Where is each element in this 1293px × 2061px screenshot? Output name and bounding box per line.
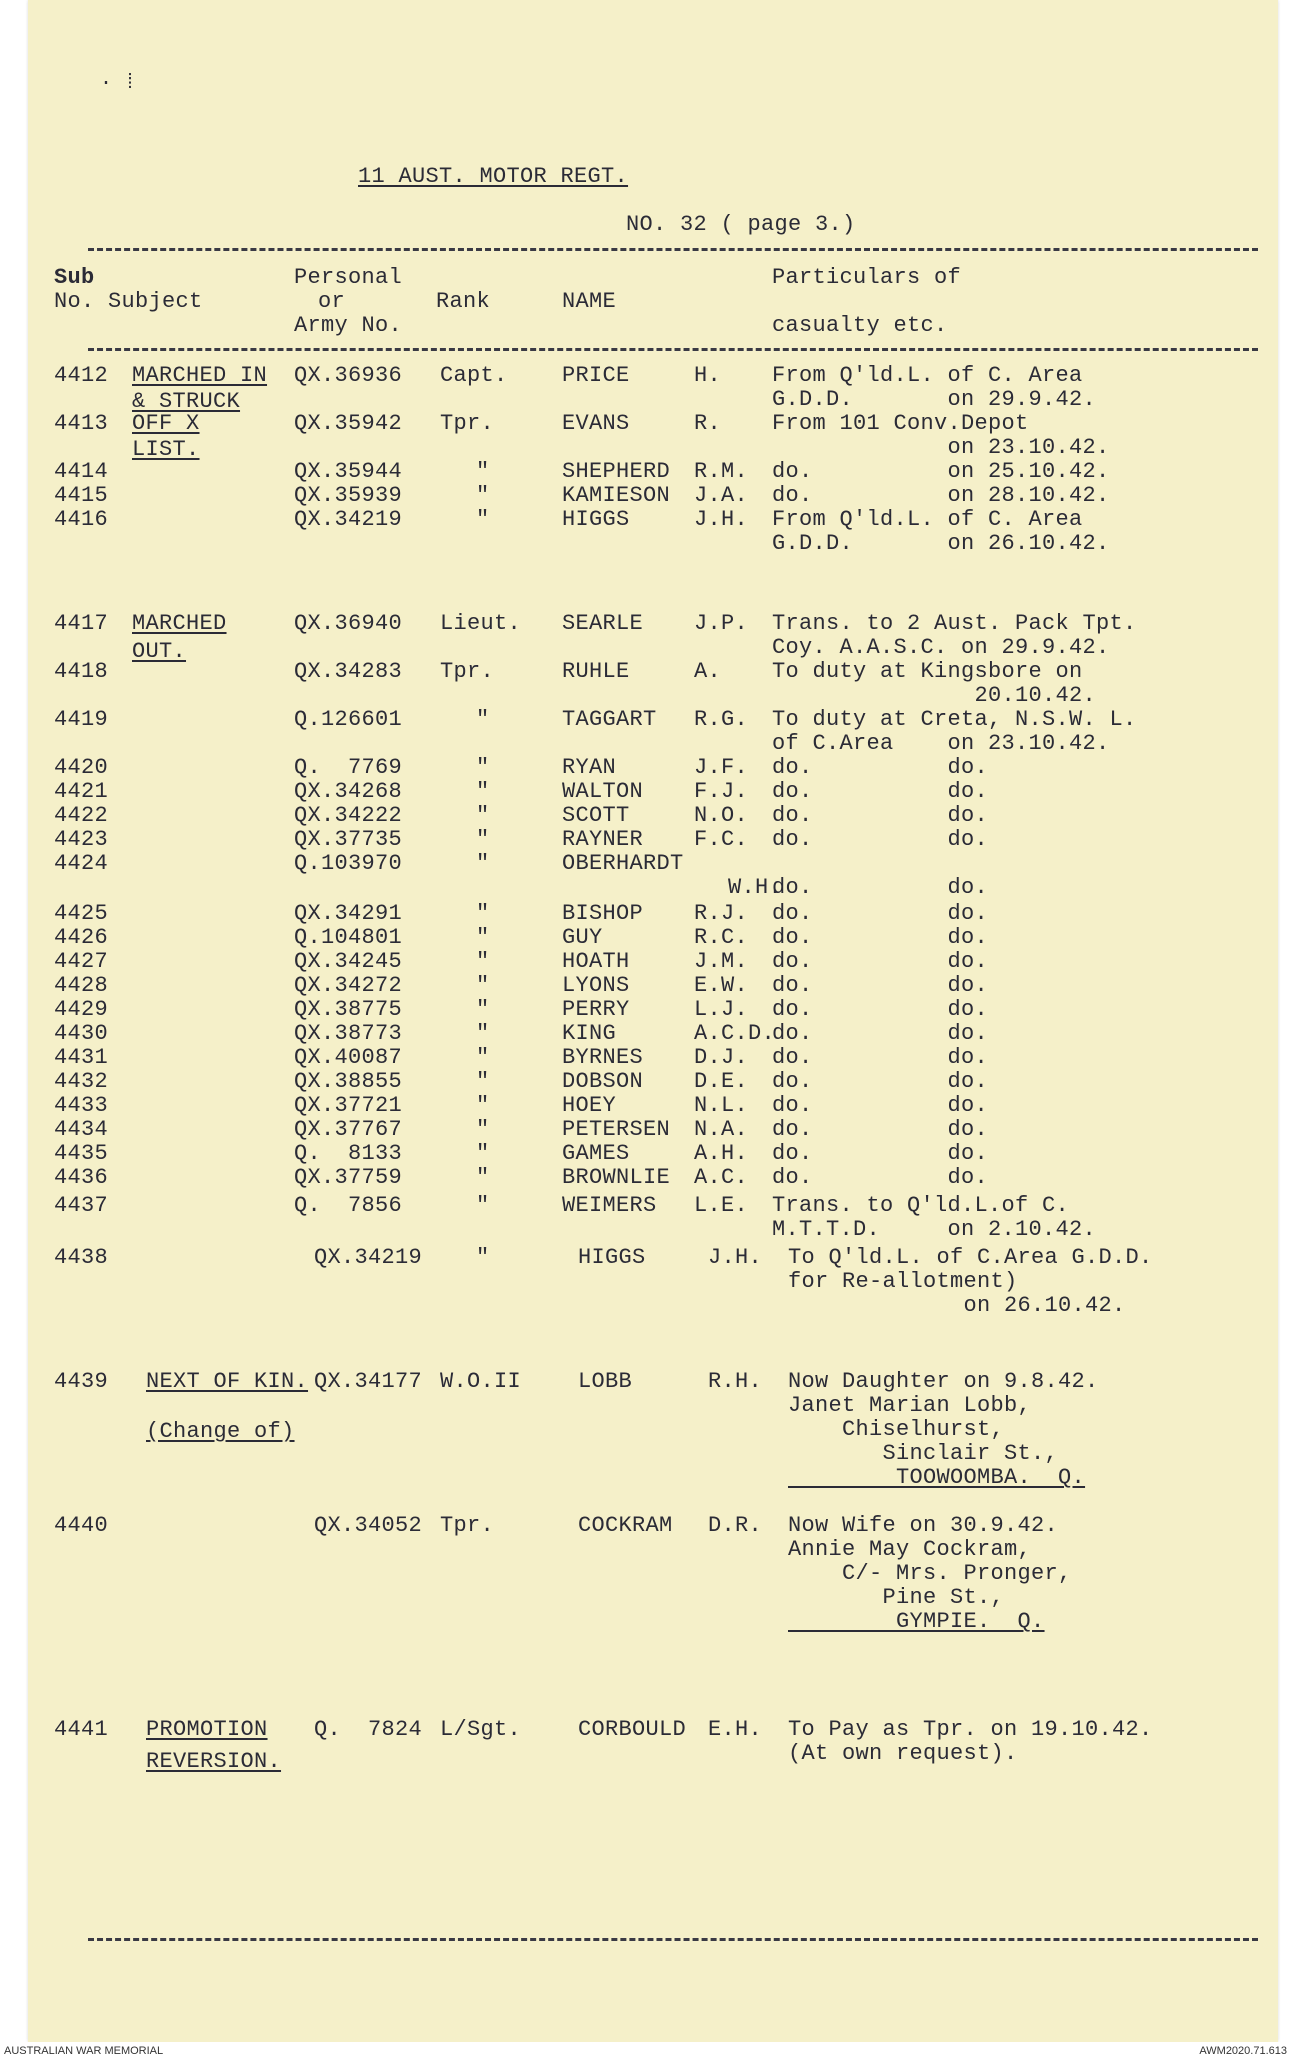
entry-initials: J.H.	[694, 507, 749, 532]
entry-number: 4418	[54, 659, 109, 684]
entry-army-number: QX.36936	[294, 363, 403, 388]
entry-rank: "	[476, 851, 490, 876]
entry-particulars-line: do. do.	[772, 803, 989, 828]
entry-initials: E.W.	[694, 973, 749, 998]
entry-number: 4413	[54, 411, 109, 436]
entry-army-number: Q. 7824	[314, 1717, 423, 1742]
entry-particulars-line: Annie May Cockram,	[788, 1537, 1032, 1562]
entry-rank: "	[476, 1141, 490, 1166]
entry-number: 4438	[54, 1245, 109, 1270]
entry-initials: D.R.	[708, 1513, 763, 1538]
entry-particulars-line: do. do.	[772, 997, 989, 1022]
entry-name: HOATH	[562, 949, 630, 974]
entry-particulars-line: M.T.T.D. on 2.10.42.	[772, 1217, 1097, 1242]
entry-number: 4437	[54, 1193, 109, 1218]
entry-particulars-line: From 101 Conv.Depot	[772, 411, 1029, 436]
entry-name: COCKRAM	[578, 1513, 673, 1538]
entry-initials: L.J.	[694, 997, 749, 1022]
entry-army-number: QX.35942	[294, 411, 403, 436]
entry-number: 4412	[54, 363, 109, 388]
entry-particulars-line: GYMPIE. Q.	[788, 1609, 1045, 1634]
entry-initials: A.	[694, 659, 722, 684]
entry-rank: "	[476, 997, 490, 1022]
entry-initials: H.	[694, 363, 722, 388]
entry-subject: MARCHED	[132, 611, 227, 636]
entry-initials: R.	[694, 411, 722, 436]
entry-army-number: QX.38775	[294, 997, 403, 1022]
entry-rank: "	[476, 1245, 490, 1270]
entry-army-number: QX.37767	[294, 1117, 403, 1142]
entry-subject: NEXT OF KIN.	[146, 1369, 309, 1394]
entry-name: GUY	[562, 925, 603, 950]
entry-army-number: Q.103970	[294, 851, 403, 876]
col-no-subject: No. Subject	[54, 289, 203, 314]
entry-number: 4417	[54, 611, 109, 636]
entry-rank: Capt.	[440, 363, 508, 388]
entry-name: BISHOP	[562, 901, 644, 926]
entry-name: RAYNER	[562, 827, 644, 852]
order-number: NO. 32 ( page 3.)	[626, 212, 856, 237]
entry-army-number: QX.34219	[294, 507, 403, 532]
entry-particulars-line: From Q'ld.L. of C. Area	[772, 363, 1083, 388]
entry-army-number: QX.34052	[314, 1513, 423, 1538]
entry-particulars-line: do. do.	[772, 827, 989, 852]
entry-number: 4415	[54, 483, 109, 508]
archive-name: AUSTRALIAN WAR MEMORIAL	[4, 2045, 164, 2057]
entry-initials: J.M.	[694, 949, 749, 974]
entry-initials: D.E.	[694, 1069, 749, 1094]
entry-particulars-line: To Q'ld.L. of C.Area G.D.D.	[788, 1245, 1153, 1270]
entry-initials: W.H.	[728, 875, 783, 900]
entry-rank: "	[476, 1117, 490, 1142]
entry-number: 4432	[54, 1069, 109, 1094]
entry-particulars-line: do. on 25.10.42.	[772, 459, 1110, 484]
subject-cont-off-x: LIST.	[132, 437, 200, 462]
entry-particulars-line: G.D.D. on 26.10.42.	[772, 531, 1110, 556]
entry-army-number: Q. 7856	[294, 1193, 403, 1218]
entry-particulars-line: Now Daughter on 9.8.42.	[788, 1369, 1099, 1394]
entry-particulars-line: do. do.	[772, 1069, 989, 1094]
col-army-no: Army No.	[294, 313, 403, 338]
entry-name: EVANS	[562, 411, 630, 436]
entry-name: GAMES	[562, 1141, 630, 1166]
entry-number: 4422	[54, 803, 109, 828]
entry-army-number: QX.37735	[294, 827, 403, 852]
entry-rank: "	[476, 1069, 490, 1094]
entry-particulars-line: Sinclair St.,	[788, 1441, 1059, 1466]
entry-name: CORBOULD	[578, 1717, 687, 1742]
entry-number: 4426	[54, 925, 109, 950]
entry-particulars-line: do. on 28.10.42.	[772, 483, 1110, 508]
entry-initials: A.H.	[694, 1141, 749, 1166]
entry-rank: "	[476, 1045, 490, 1070]
entry-army-number: Q. 7769	[294, 755, 403, 780]
entry-rank: "	[476, 507, 490, 532]
entry-subject: OFF X	[132, 411, 200, 436]
entry-name: LOBB	[578, 1369, 633, 1394]
entry-number: 4421	[54, 779, 109, 804]
entry-name: KING	[562, 1021, 617, 1046]
entry-army-number: QX.34222	[294, 803, 403, 828]
entry-army-number: Q. 8133	[294, 1141, 403, 1166]
entry-number: 4424	[54, 851, 109, 876]
entry-name: WALTON	[562, 779, 644, 804]
entry-rank: "	[476, 1165, 490, 1190]
entry-initials: R.M.	[694, 459, 749, 484]
entry-army-number: QX.34268	[294, 779, 403, 804]
entry-army-number: QX.38855	[294, 1069, 403, 1094]
entry-rank: "	[476, 459, 490, 484]
entry-subject: MARCHED IN	[132, 363, 268, 388]
entry-particulars-line: do. do.	[772, 779, 989, 804]
entry-army-number: QX.34219	[314, 1245, 423, 1270]
entry-name: HIGGS	[562, 507, 630, 532]
entry-particulars-line: G.D.D. on 29.9.42.	[772, 387, 1097, 412]
entry-army-number: QX.34177	[314, 1369, 423, 1394]
entry-army-number: QX.36940	[294, 611, 403, 636]
col-particulars: Particulars of	[772, 265, 962, 290]
entry-particulars-line: do. do.	[772, 755, 989, 780]
entry-name: KAMIESON	[562, 483, 671, 508]
entry-army-number: QX.34272	[294, 973, 403, 998]
entry-initials: R.J.	[694, 901, 749, 926]
entry-particulars-line: Chiselhurst,	[788, 1417, 1005, 1442]
entry-particulars-line: To duty at Creta, N.S.W. L.	[772, 707, 1137, 732]
entry-number: 4434	[54, 1117, 109, 1142]
entry-army-number: QX.34283	[294, 659, 403, 684]
col-name: NAME	[562, 289, 617, 314]
entry-army-number: QX.40087	[294, 1045, 403, 1070]
entry-particulars-line: Janet Marian Lobb,	[788, 1393, 1032, 1418]
entry-rank: "	[476, 901, 490, 926]
entry-name: HOEY	[562, 1093, 617, 1118]
entry-army-number: Q.126601	[294, 707, 403, 732]
entry-number: 4433	[54, 1093, 109, 1118]
entry-army-number: QX.37759	[294, 1165, 403, 1190]
header-rule-bottom	[88, 348, 1258, 351]
entry-subject: PROMOTION	[146, 1717, 268, 1742]
entry-number: 4441	[54, 1717, 109, 1742]
entry-army-number: QX.38773	[294, 1021, 403, 1046]
entry-name: LYONS	[562, 973, 630, 998]
entry-name: SCOTT	[562, 803, 630, 828]
col-personal: Personal	[294, 265, 403, 290]
entry-number: 4423	[54, 827, 109, 852]
entry-rank: "	[476, 1021, 490, 1046]
entry-rank: Tpr.	[440, 411, 495, 436]
entry-name: PRICE	[562, 363, 630, 388]
subject-cont-kin: (Change of)	[146, 1419, 295, 1444]
entry-particulars-line: C/- Mrs. Pronger,	[788, 1561, 1072, 1586]
entry-particulars-line: do. do.	[772, 973, 989, 998]
entry-rank: "	[476, 483, 490, 508]
entry-initials: N.L.	[694, 1093, 749, 1118]
col-casualty: casualty etc.	[772, 313, 948, 338]
entry-particulars-line: To Pay as Tpr. on 19.10.42.	[788, 1717, 1153, 1742]
entry-rank: "	[476, 925, 490, 950]
entry-rank: "	[476, 803, 490, 828]
entry-number: 4420	[54, 755, 109, 780]
entry-number: 4440	[54, 1513, 109, 1538]
entry-number: 4435	[54, 1141, 109, 1166]
entry-number: 4439	[54, 1369, 109, 1394]
entry-initials: N.A.	[694, 1117, 749, 1142]
entry-particulars-line: of C.Area on 23.10.42.	[772, 731, 1110, 756]
entry-particulars-line: do. do.	[772, 1141, 989, 1166]
entry-rank: "	[476, 973, 490, 998]
entry-name: WEIMERS	[562, 1193, 657, 1218]
entry-particulars-line: on 23.10.42.	[772, 435, 1110, 460]
entry-initials: R.H.	[708, 1369, 763, 1394]
entry-initials: J.A.	[694, 483, 749, 508]
entry-particulars-line: do. do.	[772, 1165, 989, 1190]
entry-particulars-line: TOOWOOMBA. Q.	[788, 1465, 1086, 1490]
entry-number: 4428	[54, 973, 109, 998]
entry-name: OBERHARDT	[562, 851, 684, 876]
entry-name: TAGGART	[562, 707, 657, 732]
entry-particulars-line: do. do.	[772, 1117, 989, 1142]
entry-initials: R.C.	[694, 925, 749, 950]
corner-marks: · ⁞	[100, 72, 137, 95]
entry-number: 4430	[54, 1021, 109, 1046]
entry-army-number: QX.37721	[294, 1093, 403, 1118]
archive-footer	[0, 2042, 1293, 2061]
entry-particulars-line: To duty at Kingsbore on	[772, 659, 1083, 684]
entry-particulars-line: Trans. to Q'ld.L.of C.	[772, 1193, 1070, 1218]
entry-particulars-line: do. do.	[772, 949, 989, 974]
entry-particulars-line: do. do.	[772, 1021, 989, 1046]
entry-particulars-line: (At own request).	[788, 1741, 1018, 1766]
entry-number: 4416	[54, 507, 109, 532]
entry-name: PETERSEN	[562, 1117, 671, 1142]
entry-initials: J.F.	[694, 755, 749, 780]
entry-particulars-line: on 26.10.42.	[788, 1293, 1126, 1318]
unit-title: 11 AUST. MOTOR REGT.	[358, 164, 629, 189]
entry-initials: N.O.	[694, 803, 749, 828]
entry-number: 4419	[54, 707, 109, 732]
entry-rank: "	[476, 779, 490, 804]
entry-rank: "	[476, 1193, 490, 1218]
entry-army-number: Q.104801	[294, 925, 403, 950]
entry-army-number: QX.35939	[294, 483, 403, 508]
entry-rank: W.O.II	[440, 1369, 522, 1394]
entry-initials: E.H.	[708, 1717, 763, 1742]
entry-name: BROWNLIE	[562, 1165, 671, 1190]
document-page	[28, 0, 1278, 2042]
entry-rank: "	[476, 755, 490, 780]
entry-number: 4436	[54, 1165, 109, 1190]
entry-rank: "	[476, 1093, 490, 1118]
entry-initials: F.C.	[694, 827, 749, 852]
entry-name: RUHLE	[562, 659, 630, 684]
archive-reference: AWM2020.71.613	[1199, 2045, 1287, 2057]
subject-cont-promotion: REVERSION.	[146, 1749, 282, 1774]
entry-rank: Lieut.	[440, 611, 522, 636]
entry-number: 4425	[54, 901, 109, 926]
entry-initials: J.P.	[694, 611, 749, 636]
entry-initials: A.C.D.	[694, 1021, 776, 1046]
header-rule-top	[88, 248, 1258, 251]
entry-name: DOBSON	[562, 1069, 644, 1094]
entry-rank: Tpr.	[440, 1513, 495, 1538]
col-or: or	[318, 289, 346, 314]
entry-rank: Tpr.	[440, 659, 495, 684]
entry-particulars-line: do. do.	[772, 1093, 989, 1118]
entry-rank: "	[476, 949, 490, 974]
entry-initials: F.J.	[694, 779, 749, 804]
entry-number: 4427	[54, 949, 109, 974]
entry-particulars-line: do. do.	[772, 1045, 989, 1070]
entry-particulars-line: do. do.	[772, 875, 989, 900]
entry-initials: D.J.	[694, 1045, 749, 1070]
entry-name: RYAN	[562, 755, 617, 780]
entry-initials: A.C.	[694, 1165, 749, 1190]
entry-name: BYRNES	[562, 1045, 644, 1070]
entry-rank: "	[476, 707, 490, 732]
entry-army-number: QX.34245	[294, 949, 403, 974]
col-sub: Sub	[54, 265, 95, 290]
entry-initials: R.G.	[694, 707, 749, 732]
entry-particulars-line: do. do.	[772, 925, 989, 950]
entry-particulars-line: Trans. to 2 Aust. Pack Tpt.	[772, 611, 1137, 636]
subject-cont-marched-in: & STRUCK	[132, 389, 241, 414]
entry-particulars-line: Coy. A.A.S.C. on 29.9.42.	[772, 635, 1110, 660]
footer-rule	[88, 1938, 1258, 1941]
entry-particulars-line: for Re-allotment)	[788, 1269, 1018, 1294]
entry-particulars-line: 20.10.42.	[772, 683, 1097, 708]
entry-number: 4431	[54, 1045, 109, 1070]
entry-particulars-line: From Q'ld.L. of C. Area	[772, 507, 1083, 532]
entry-army-number: QX.35944	[294, 459, 403, 484]
entry-rank: L/Sgt.	[440, 1717, 522, 1742]
subject-cont-marched-out: OUT.	[132, 639, 187, 664]
entry-rank: "	[476, 827, 490, 852]
entry-army-number: QX.34291	[294, 901, 403, 926]
entry-name: SHEPHERD	[562, 459, 671, 484]
entry-particulars-line: Now Wife on 30.9.42.	[788, 1513, 1059, 1538]
entry-initials: J.H.	[708, 1245, 763, 1270]
col-rank: Rank	[436, 289, 491, 314]
entry-name: HIGGS	[578, 1245, 646, 1270]
entry-particulars-line: do. do.	[772, 901, 989, 926]
entry-number: 4429	[54, 997, 109, 1022]
entry-particulars-line: Pine St.,	[788, 1585, 1005, 1610]
entry-initials: L.E.	[694, 1193, 749, 1218]
entry-number: 4414	[54, 459, 109, 484]
entry-name: SEARLE	[562, 611, 644, 636]
entry-name: PERRY	[562, 997, 630, 1022]
